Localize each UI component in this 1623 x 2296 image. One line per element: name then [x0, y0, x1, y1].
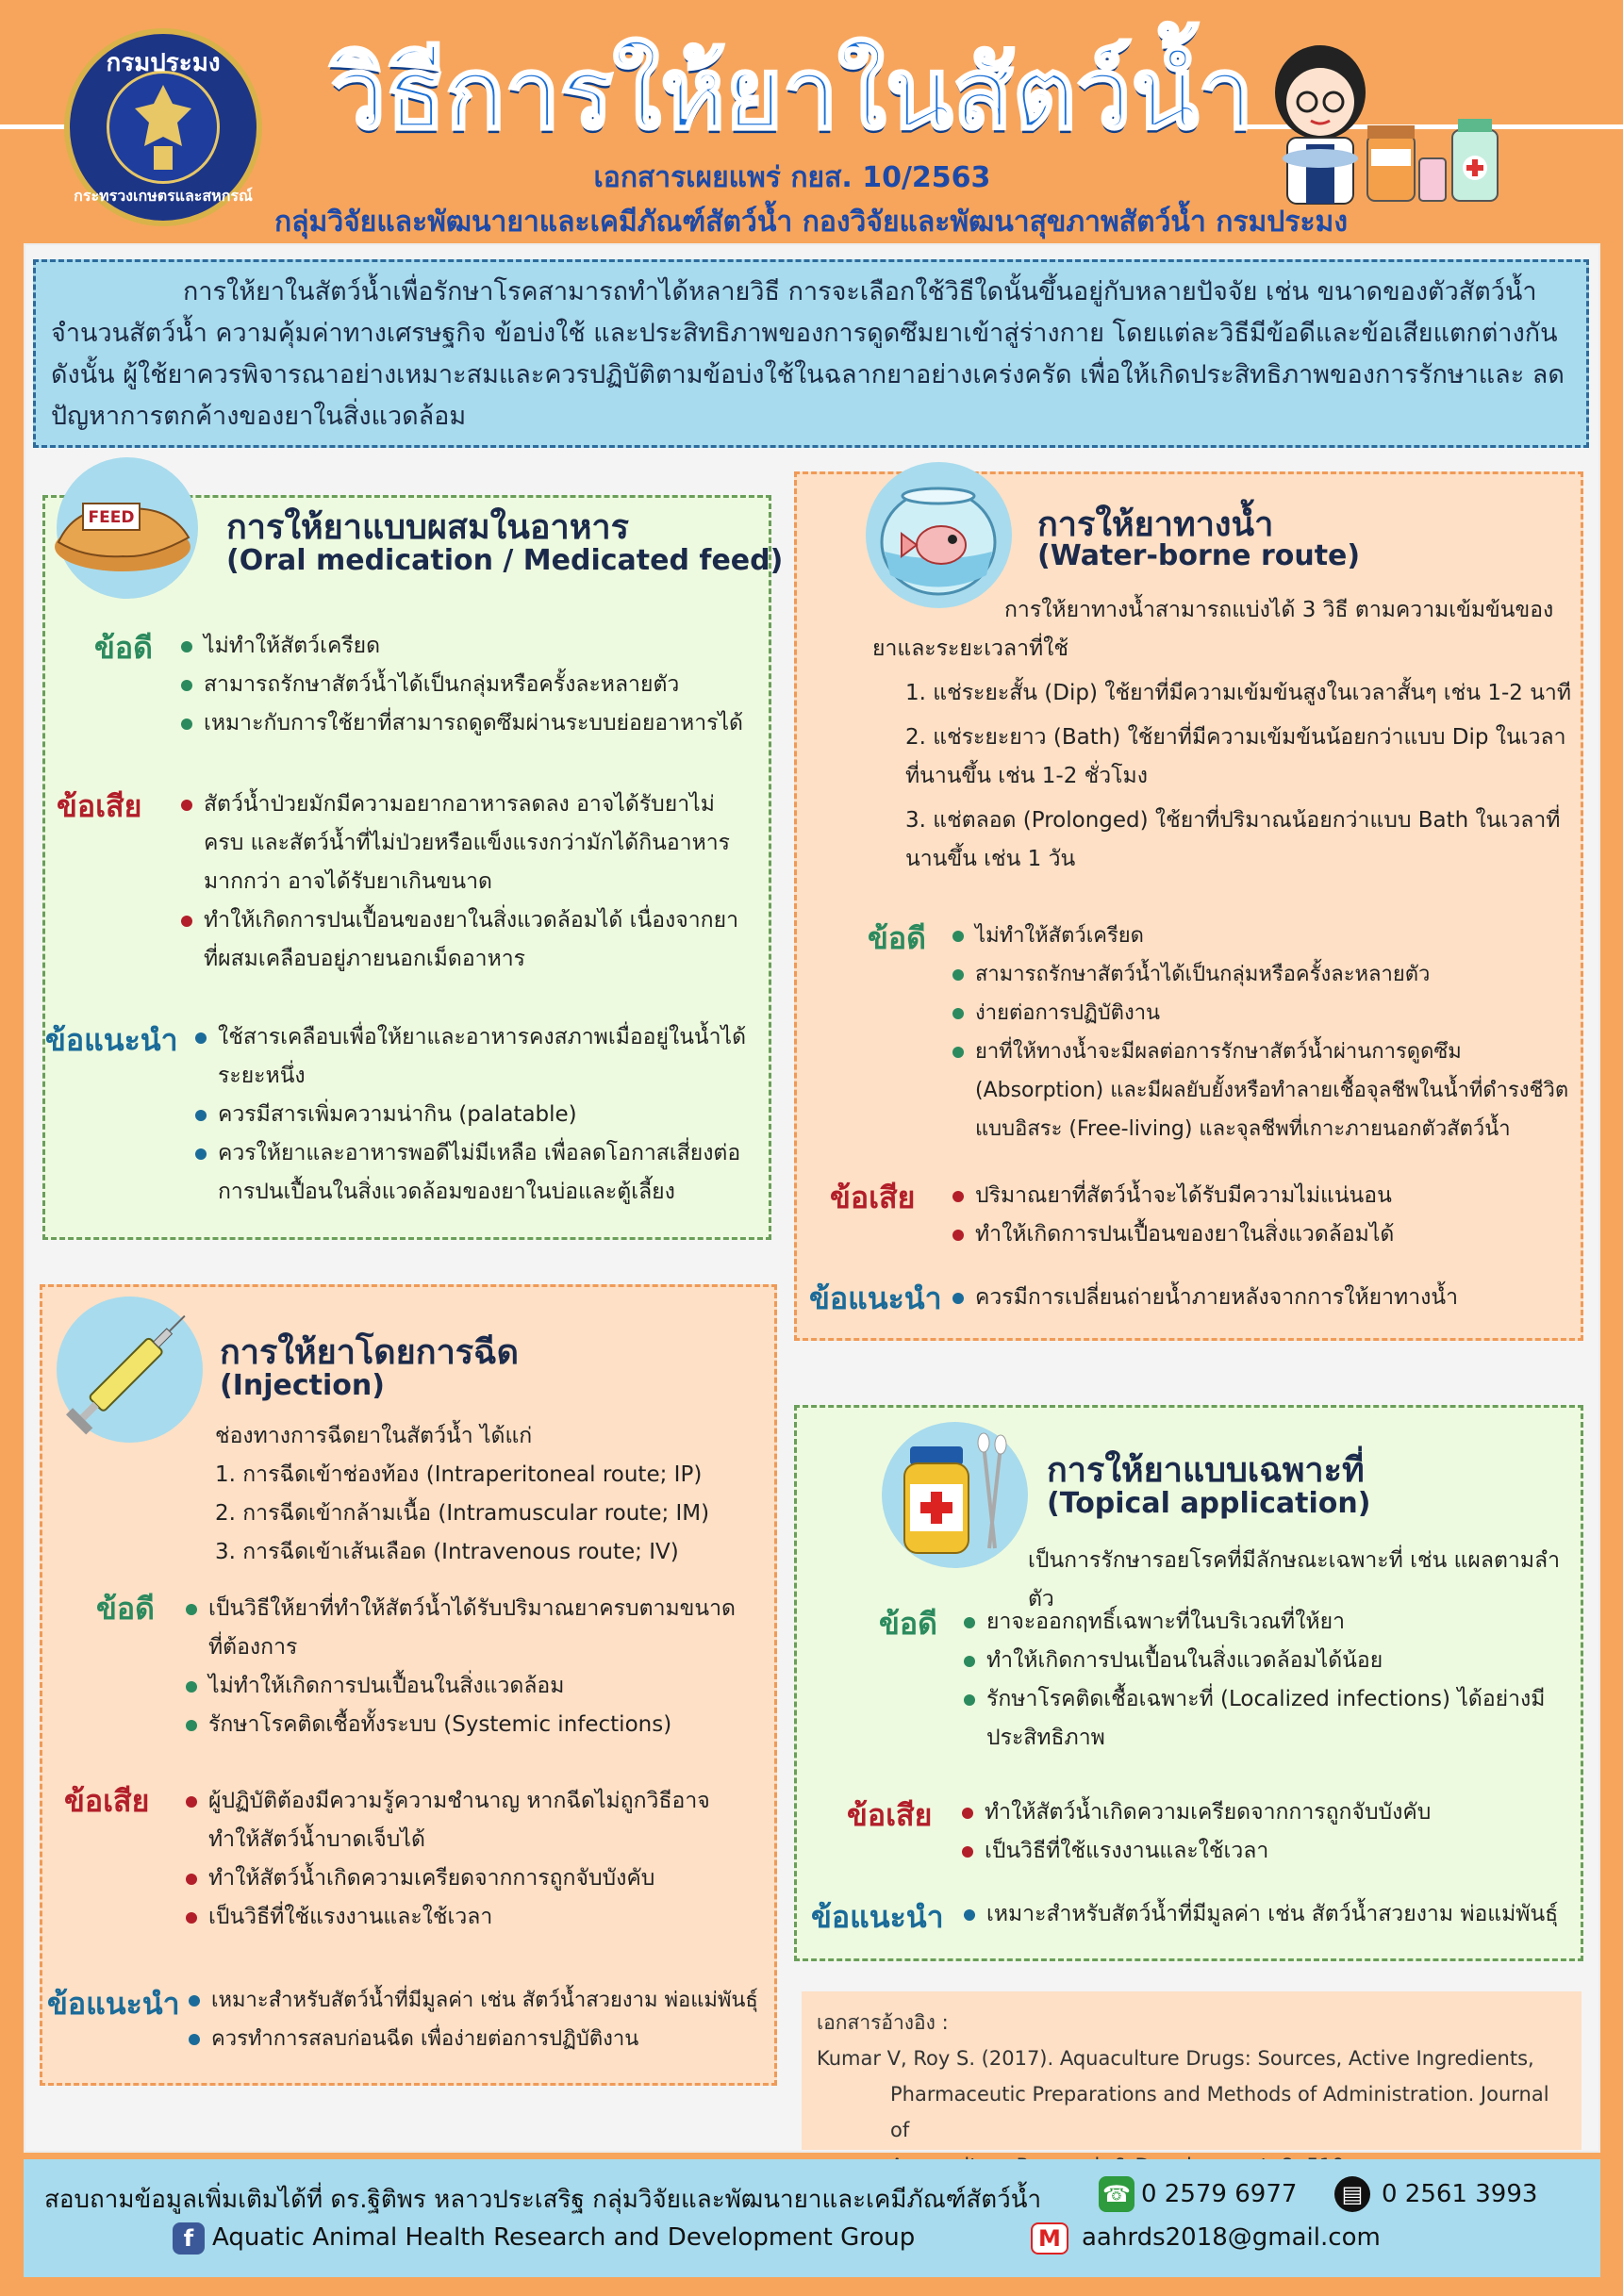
oral-cons-label: ข้อเสีย: [57, 788, 142, 824]
oral-recommend-list: [193, 1018, 750, 1212]
topical-pros-label: ข้อดี: [879, 1606, 937, 1642]
list-item: ควรทำการสลบก่อนฉีด เพื่อง่ายต่อการปฏิบัติงาน: [187, 2020, 771, 2058]
list-item: 1. แช่ระยะสั้น (Dip) ใช้ยาที่มีความเข้มข้นสูงในเวลาสั้นๆ เช่น 1-2 นาที: [905, 681, 1571, 705]
injection-cons-label: ข้อเสีย: [64, 1783, 150, 1819]
water-methods-list: [905, 674, 1575, 879]
list-item: ทำให้เกิดการปนเปื้อนในสิ่งแวดล้อมได้น้อย: [962, 1642, 1565, 1680]
list-item: ผู้ปฏิบัติต้องมีความรู้ความชำนาญ หากฉีดไม่ถูกวิธีอาจทำให้สัตว์น้ำบาดเจ็บได้: [184, 1782, 750, 1859]
injection-recommend-label: ข้อแนะนำ: [47, 1986, 180, 2022]
reference-heading: เอกสารอ้างอิง :: [817, 2011, 949, 2034]
feed-label: FEED: [88, 508, 135, 527]
list-item: ไม่ทำให้สัตว์เครียด: [951, 917, 1582, 955]
medicine-bottle-icon: [891, 1426, 1023, 1562]
injection-title-th: การให้ยาโดยการฉีด: [220, 1333, 520, 1372]
fax-number[interactable]: 0 2561 3993: [1382, 2180, 1538, 2208]
facebook-page[interactable]: Aquatic Animal Health Research and Development Group: [212, 2223, 916, 2252]
topical-title-en: (Topical application): [1047, 1487, 1371, 1520]
water-recommend-label: ข้อแนะนำ: [809, 1280, 942, 1316]
list-item: ทำให้เกิดการปนเปื้อนของยาในสิ่งแวดล้อมได้: [951, 1215, 1564, 1254]
list-item: ไม่ทำให้สัตว์เครียด: [179, 627, 745, 666]
syringe-icon: [57, 1292, 207, 1443]
list-item: ทำให้สัตว์น้ำเกิดความเครียดจากการถูกจับบังคับ: [184, 1859, 750, 1898]
list-item: ควรมีการเปลี่ยนถ่ายน้ำภายหลังจากการให้ยาทางน้ำ: [951, 1279, 1564, 1317]
water-title-en: (Water-borne route): [1037, 539, 1361, 572]
scientist-mascot-icon: [1254, 36, 1528, 206]
injection-description: ช่องทางการฉีดยาในสัตว์น้ำ ได้แก่: [215, 1424, 533, 1448]
water-pros-list: [951, 917, 1582, 1148]
email-icon: M: [1031, 2222, 1068, 2255]
reference-line-1: Kumar V, Roy S. (2017). Aquaculture Drugs: Sources, Active Ingredients,: [817, 2047, 1534, 2070]
topical-recommend-list: [962, 1895, 1575, 1934]
seal-bottom-text: กระทรวงเกษตรและสหกรณ์: [74, 187, 253, 205]
list-item: ทำให้สัตว์น้ำเกิดความเครียดจากการถูกจับบังคับ: [960, 1793, 1564, 1832]
topical-cons-label: ข้อเสีย: [847, 1797, 933, 1833]
water-pros-label: ข้อดี: [868, 920, 926, 956]
intro-text: การให้ยาในสัตว์น้ำเพื่อรักษาโรคสามารถทำได้หลายวิธี การจะเลือกใช้วิธีใดนั้นขึ้นอยู่กับหลายปัจจัย เช่น ขนาดของตัวสัตว์น้ำ จำนวนสัตว์น้ำ ความคุ้มค่าทางเศรษฐกิจ ข้อบ่งใช้ และประสิทธิภาพของการดูดซึมยาเข้าสู่ร่างกาย โดยแต่ละวิธีมีข้อดีและข้อเสียแตกต่างกัน ดังนั้น ผู้ใช้ยาควรพิจารณาอย่างเหมาะสมและควรปฏิบัติตามข้อบ่งใช้ในฉลากยาอย่างเคร่งครัด เพื่อให้เกิดประสิทธิภาพของการรักษาและ ลดปัญหาการตกค้างของยาในสิ่งแวดล้อม: [51, 277, 1565, 431]
list-item: ยาจะออกฤทธิ์เฉพาะที่ในบริเวณที่ให้ยา: [962, 1603, 1565, 1642]
list-item: ใช้สารเคลือบเพื่อให้ยาและอาหารคงสภาพเมื่ออยู่ในน้ำได้ระยะหนึ่ง: [193, 1018, 750, 1096]
reference-box: [802, 1991, 1582, 2150]
document-number: เอกสารเผยแพร่ กยส. 10/2563: [593, 161, 991, 194]
list-item: 1. การฉีดเข้าช่องท้อง (Intraperitoneal route; IP): [215, 1462, 703, 1487]
email-address[interactable]: aahrds2018@gmail.com: [1082, 2223, 1381, 2252]
topical-title-th: การให้ยาแบบเฉพาะที่: [1047, 1451, 1365, 1490]
list-item: ควรมีสารเพิ่มความน่ากิน (palatable): [193, 1096, 750, 1134]
topical-description: เป็นการรักษารอยโรคที่มีลักษณะเฉพาะที่ เช่น แผลตามลำตัว: [1028, 1548, 1561, 1611]
list-item: ง่ายต่อการปฏิบัติงาน: [951, 994, 1582, 1032]
facebook-icon: f: [173, 2222, 205, 2255]
injection-cons-list: [184, 1782, 750, 1937]
seal-top-text: กรมประมง: [106, 49, 221, 77]
seal-emblem-icon: [107, 71, 220, 184]
injection-title-en: (Injection): [220, 1369, 385, 1402]
oral-pros-label: ข้อดี: [94, 630, 153, 666]
topical-recommend-label: ข้อแนะนำ: [811, 1899, 944, 1935]
list-item: เป็นวิธีที่ใช้แรงงานและใช้เวลา: [960, 1832, 1564, 1871]
list-item: เหมาะสำหรับสัตว์น้ำที่มีมูลค่า เช่น สัตว์น้ำสวยงาม พ่อแม่พันธุ์: [962, 1895, 1575, 1934]
organization-line: กลุ่มวิจัยและพัฒนายาและเคมีภัณฑ์สัตว์น้ำ กองวิจัยและพัฒนาสุขภาพสัตว์น้ำ กรมประมง: [274, 206, 1348, 239]
list-item: ยาที่ให้ทางน้ำจะมีผลต่อการรักษาสัตว์น้ำผ่านการดูดซึม (Absorption) และมีผลยับยั้งหรือทำลายเชื้อจุลชีพในน้ำที่ดำรงชีวิตแบบอิสระ (Free-living) และจุลชีพที่เกาะภายนอกตัวสัตว์น้ำ: [951, 1032, 1582, 1148]
list-item: 2. การฉีดเข้ากล้ามเนื้อ (Intramuscular route; IM): [215, 1501, 710, 1526]
list-item: ปริมาณยาที่สัตว์น้ำจะได้รับมีความไม่แน่นอน: [951, 1177, 1564, 1215]
list-item: สัตว์น้ำป่วยมักมีความอยากอาหารลดลง อาจได้รับยาไม่ครบ และสัตว์น้ำที่ไม่ป่วยหรือแข็งแรงกว่ามักได้กินอาหารมากกว่า อาจได้รับยาเกินขนาด: [179, 785, 745, 901]
list-item: รักษาโรคติดเชื้อเฉพาะที่ (Localized infections) ได้อย่างมีประสิทธิภาพ: [962, 1680, 1565, 1758]
reference-line-2: Pharmaceutic Preparations and Methods of Administration. Journal of: [890, 2083, 1549, 2141]
page-title: วิธีการให้ยาในสัตว์น้ำ: [330, 36, 1254, 151]
fishbowl-icon: [875, 471, 1002, 599]
water-recommend-list: [951, 1279, 1564, 1317]
oral-title-en: (Oral medication / Medicated feed): [226, 544, 784, 577]
list-item: ไม่ทำให้เกิดการปนเปื้อนในสิ่งแวดล้อม: [184, 1667, 750, 1706]
water-description: การให้ยาทางน้ำสามารถแบ่งได้ 3 วิธี ตามความเข้มข้นของยาและระยะเวลาที่ใช้: [872, 598, 1554, 661]
water-cons-label: ข้อเสีย: [830, 1180, 916, 1215]
list-item: 2. แช่ระยะยาว (Bath) ใช้ยาที่มีความเข้มข้นน้อยกว่าแบบ Dip ในเวลาที่นานขึ้น เช่น 1-2 ชั่วโมง: [905, 725, 1566, 788]
list-item: เป็นวิธีให้ยาที่ทำให้สัตว์น้ำได้รับปริมาณยาครบตามขนาดที่ต้องการ: [184, 1590, 750, 1667]
injection-recommend-list: [187, 1981, 771, 2058]
contact-text: สอบถามข้อมูลเพิ่มเติมได้ที่ ดร.ฐิติพร หลาวประเสริฐ กลุ่มวิจัยและพัฒนายาและเคมีภัณฑ์สัตว์น้ำ: [44, 2186, 1042, 2214]
injection-routes-list: [215, 1456, 762, 1572]
phone-number[interactable]: 0 2579 6977: [1141, 2180, 1298, 2208]
list-item: 3. แช่ตลอด (Prolonged) ใช้ยาที่ปริมาณน้อยกว่าแบบ Bath ในเวลาที่นานขึ้น เช่น 1 วัน: [905, 808, 1561, 871]
footer: [24, 2159, 1600, 2277]
feed-bag-icon: [38, 490, 198, 575]
water-title-th: การให้ยาทางน้ำ: [1037, 505, 1274, 544]
oral-title-th: การให้ยาแบบผสมในอาหาร: [226, 508, 629, 547]
list-item: ทำให้เกิดการปนเปื้อนของยาในสิ่งแวดล้อมได้ เนื่องจากยาที่ผสมเคลือบอยู่ภายนอกเม็ดอาหาร: [179, 901, 745, 979]
injection-pros-list: [184, 1590, 750, 1744]
topical-cons-list: [960, 1793, 1564, 1871]
fax-icon: ▤: [1334, 2176, 1370, 2212]
topical-pros-list: [962, 1603, 1565, 1758]
list-item: เหมาะสำหรับสัตว์น้ำที่มีมูลค่า เช่น สัตว์น้ำสวยงาม พ่อแม่พันธุ์: [187, 1981, 771, 2020]
list-item: เป็นวิธีที่ใช้แรงงานและใช้เวลา: [184, 1898, 750, 1937]
intro-box: [33, 259, 1589, 448]
list-item: 3. การฉีดเข้าเส้นเลือด (Intravenous route; IV): [215, 1540, 679, 1564]
list-item: สามารถรักษาสัตว์น้ำได้เป็นกลุ่มหรือครั้งละหลายตัว: [179, 666, 745, 704]
injection-pros-label: ข้อดี: [96, 1591, 155, 1627]
list-item: เหมาะกับการใช้ยาที่สามารถดูดซึมผ่านระบบย่อยอาหารได้: [179, 704, 745, 743]
list-item: สามารถรักษาสัตว์น้ำได้เป็นกลุ่มหรือครั้งละหลายตัว: [951, 955, 1582, 994]
oral-cons-list: [179, 785, 745, 979]
water-cons-list: [951, 1177, 1564, 1254]
oral-pros-list: [179, 627, 745, 743]
oral-recommend-label: ข้อแนะนำ: [45, 1022, 178, 1058]
list-item: ควรให้ยาและอาหารพอดีไม่มีเหลือ เพื่อลดโอกาสเสี่ยงต่อการปนเปื้อนในสิ่งแวดล้อมของยาในบ่อและตู้เลี้ยง: [193, 1134, 750, 1212]
list-item: รักษาโรคติดเชื้อทั้งระบบ (Systemic infections): [184, 1706, 750, 1744]
phone-icon: ☎: [1099, 2176, 1134, 2212]
